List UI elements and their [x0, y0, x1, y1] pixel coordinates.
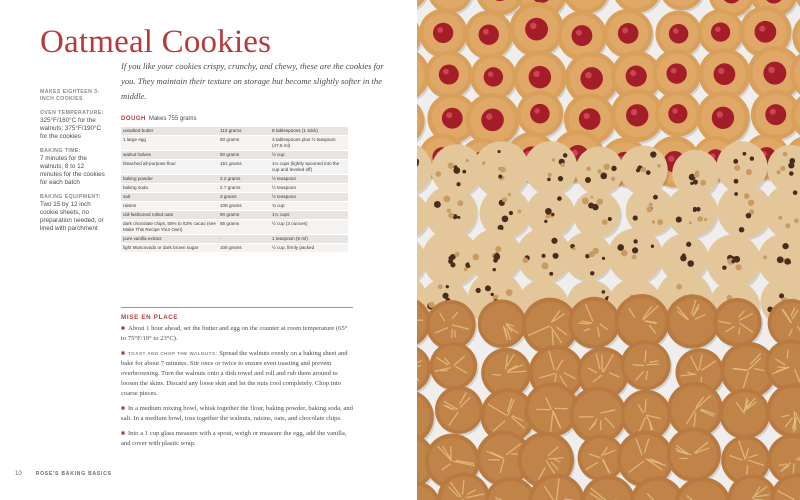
sidebar-block [40, 110, 106, 141]
ingredient-name: 1 large egg [123, 137, 146, 142]
book-title: ROSE'S BAKING BASICS [35, 471, 112, 477]
ingredient-name: raisins [123, 203, 137, 208]
ingredient-row [121, 127, 348, 136]
ingredient-table [121, 127, 348, 253]
ingredient-volume: 1¼ cups [272, 212, 290, 217]
ingredient-volume: ½ cup [272, 152, 285, 157]
ingredient-row [121, 160, 348, 175]
ingredient-volume: ½ cup (3 ounces) [272, 221, 308, 226]
ingredient-name: old-fashioned rolled oats [123, 212, 174, 217]
recipe-title: Oatmeal Cookies [40, 24, 272, 60]
ingredient-name: dark chocolate chips, 55% to 63% cacao (see Make This Recipe Your Own) [123, 221, 216, 232]
ingredient-grams: 113 grams [220, 128, 242, 133]
ingredient-grams: 3 grams [220, 194, 237, 199]
ingredient-volume: 1 teaspoon (5 ml) [272, 236, 308, 241]
ingredient-volume: ¾ cup [272, 203, 285, 208]
bullet-icon: ■ [121, 430, 125, 437]
ingredient-name: baking soda [123, 185, 148, 190]
mise-step [121, 349, 353, 399]
sidebar-label: BAKING EQUIPMENT: [40, 194, 101, 200]
bullet-icon: ■ [121, 350, 125, 357]
cookies-photo [417, 0, 800, 500]
step-text: About 1 hour ahead, set the butter and egg on the counter at room temperature (65° to 75°F/19° to 23°C). [121, 325, 348, 342]
ingredient-grams: 2.7 grams [220, 185, 241, 190]
sidebar-label: MAKES EIGHTEEN 3-INCH COOKIES [40, 89, 100, 102]
bullet-icon: ■ [121, 405, 125, 412]
step-text: Into a 1 cup glass measure with a spout, weigh or measure the egg, add the vanilla, and cover with plastic wrap. [121, 430, 347, 447]
dough-label: DOUGH [121, 116, 146, 122]
ingredient-row [121, 244, 348, 253]
mise-step [121, 404, 353, 424]
ingredient-row [121, 193, 348, 202]
ingredient-volume: ½ teaspoon [272, 185, 297, 190]
ingredient-row [121, 151, 348, 160]
mise-title: MISE EN PLACE [121, 314, 179, 321]
ingredient-row [121, 220, 348, 235]
ingredient-grams: 50 grams [220, 137, 240, 142]
page-number: 10 [15, 471, 22, 477]
ingredient-grams: · [220, 236, 222, 241]
recipe-intro: If you like your cookies crispy, crunchy, and chewy, these are the cookies for you. They maintain their texture on storage but become slightly softer in the middle. [121, 61, 384, 101]
ingredient-name: unsalted butter [123, 128, 154, 133]
ingredient-name: salt [123, 194, 131, 199]
ingredient-grams: 85 grams [220, 221, 240, 226]
ingredient-grams: 108 grams [220, 203, 242, 208]
mise-step [121, 324, 353, 344]
step-text: Spread the walnuts evenly on a baking sheet and bake for about 7 minutes. Stir once or twice to ensure even toasting and prevent overbrowning. Turn the walnuts onto a dish towel and roll and rub them around to loosen the skins. Discard any loose skin and let the nuts cool completely. Chop into coarse pieces. [121, 350, 348, 397]
ingredient-grams: 151 grams [220, 161, 242, 166]
ingredient-name: pure vanilla extract [123, 236, 162, 241]
ingredient-name: light Muscovado or dark brown sugar [123, 245, 199, 250]
dough-yield: Makes 755 grams [148, 116, 197, 122]
ingredient-volume: 3 tablespoons plus ½ teaspoon (47.5 ml) [272, 137, 336, 148]
ingredient-volume: 1¼ cups (lightly spooned into the cup and leveled off) [272, 161, 340, 172]
page-footer [15, 471, 112, 477]
mise-steps [121, 324, 353, 449]
section-divider [121, 307, 353, 308]
ingredient-volume: ½ teaspoon [272, 194, 297, 199]
ingredient-name: baking powder [123, 176, 153, 181]
sidebar-value: 325°F/160°C for the walnuts; 375°F/190°C for the cookies [40, 117, 102, 140]
ingredient-row [121, 184, 348, 193]
ingredient-row [121, 235, 348, 244]
step-text: In a medium mixing bowl, whisk together the flour, baking powder, baking soda, and salt. In a medium bowl, toss together the walnuts, raisins, oats, and chocolate chips. [121, 405, 353, 422]
ingredient-grams: 90 grams [220, 212, 240, 217]
ingredient-volume: 8 tablespoons (1 stick) [272, 128, 318, 133]
sidebar-block [40, 148, 106, 187]
ingredient-row [121, 211, 348, 220]
ingredient-row [121, 175, 348, 184]
ingredient-name: bleached all-purpose flour [123, 161, 176, 166]
sidebar-value: 7 minutes for the walnuts; 8 to 12 minutes for the cookies for each batch [40, 155, 105, 186]
mise-step [121, 429, 353, 449]
sidebar-value: Two 15 by 12 inch cookie sheets, no preparation needed, or lined with parchment [40, 201, 104, 232]
ingredient-volume: ½ teaspoon [272, 176, 297, 181]
bullet-icon: ■ [121, 325, 125, 332]
ingredient-name: walnut halves [123, 152, 151, 157]
ingredient-volume: ½ cup, firmly packed [272, 245, 315, 250]
sidebar-block [40, 194, 106, 233]
ingredient-grams: 50 grams [220, 152, 240, 157]
sidebar-label: BAKING TIME: [40, 148, 81, 154]
step-label: TOAST AND CHOP THE WALNUTS: [127, 351, 218, 356]
mise-en-place [121, 307, 353, 454]
cookies-image [417, 0, 800, 500]
sidebar-block [40, 89, 106, 103]
ingredient-grams: 108 grams [220, 245, 242, 250]
ingredient-row [121, 136, 348, 151]
sidebar-label: OVEN TEMPERATURE: [40, 110, 104, 116]
ingredient-grams: 2.2 grams [220, 176, 241, 181]
dough-heading [121, 116, 197, 122]
ingredient-row [121, 202, 348, 211]
recipe-sidebar [40, 89, 106, 240]
